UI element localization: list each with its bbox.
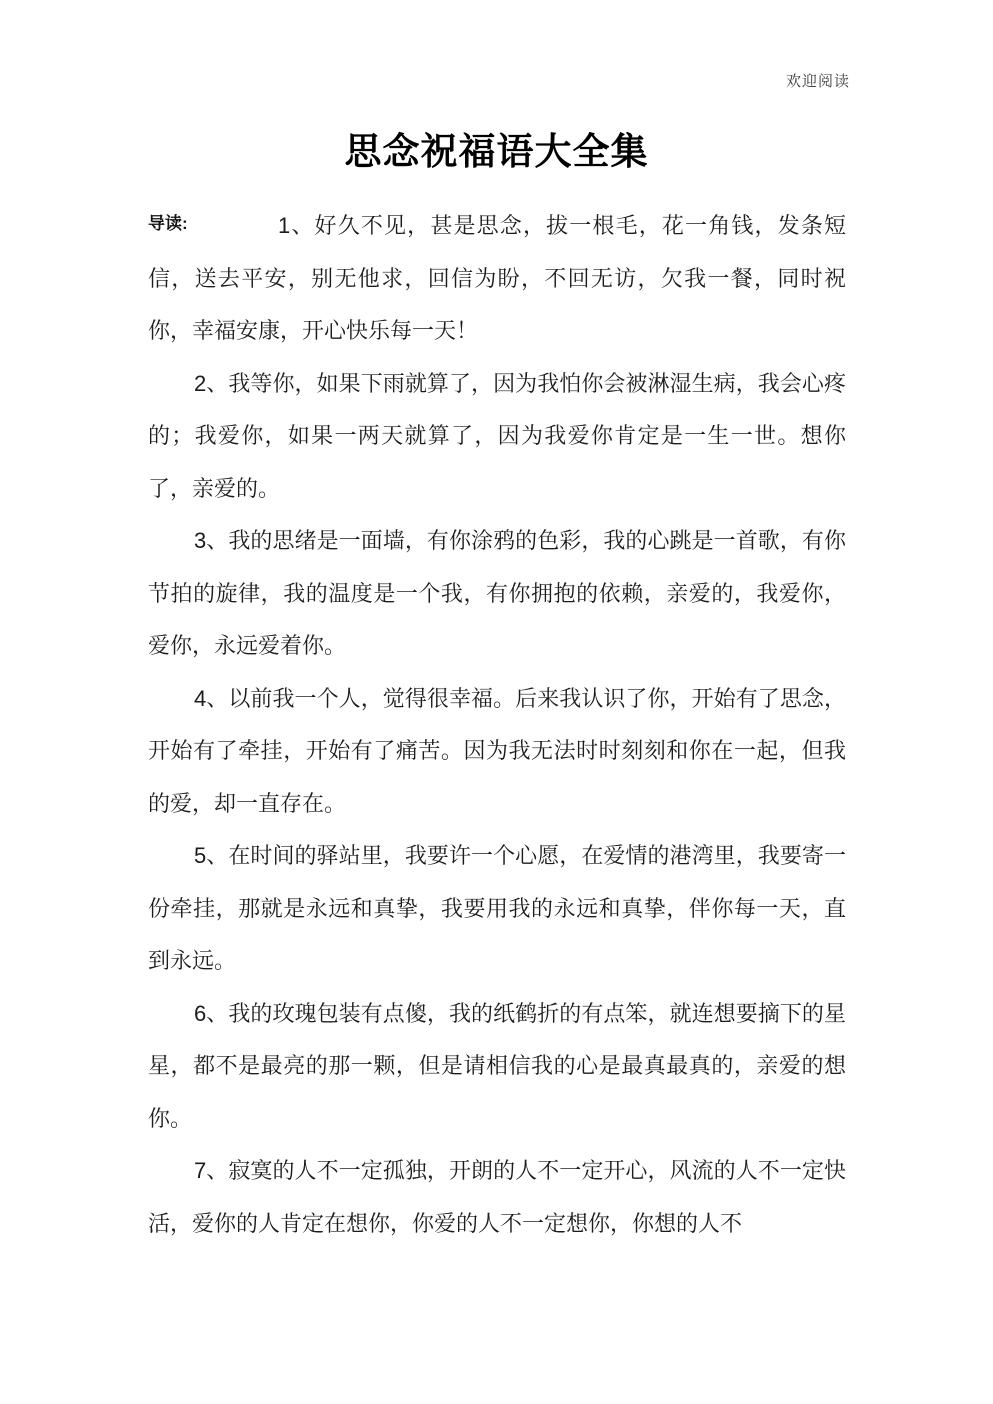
- paragraph-4-text: 以前我一个人，觉得很幸福。后来我认识了你，开始有了思念，开始有了牵挂，开始有了痛苦。因为我无法时时刻刻和你在一起，但我的爱，却一直存在。: [148, 685, 846, 816]
- paragraph-1-text: 好久不见，甚是思念，拔一根毛，花一角钱，发条短信，送去平安，别无他求，回信为盼，不回无访，欠我一餐，同时祝你，幸福安康，开心快乐每一天！: [148, 213, 846, 343]
- paragraph-3-number: 3、: [194, 528, 229, 553]
- paragraph-7-text: 寂寞的人不一定孤独，开朗的人不一定开心，风流的人不一定快活，爱你的人肯定在想你，你爱的人不一定想你，你想的人不: [148, 1158, 846, 1236]
- paragraph-4-number: 4、: [194, 685, 229, 711]
- page-header: [786, 70, 850, 94]
- paragraph-6-text: 我的玫瑰包装有点傻，我的纸鹤折的有点笨，就连想要摘下的星星，都不是最亮的那一颗，但是请相信我的心是最真最真的，亲爱的想你。: [148, 1000, 846, 1131]
- paragraph-5-text: 在时间的驿站里，我要许一个心愿，在爱情的港湾里，我要寄一份牵挂，那就是永远和真挚，我要用我的永远和真挚，伴你每一天，直到永远。: [148, 843, 846, 973]
- paragraph-4: [148, 673, 846, 831]
- paragraph-1: [148, 200, 846, 358]
- paragraph-7: [148, 1145, 846, 1250]
- page-title: 思念祝福语大全集: [344, 131, 649, 172]
- paragraph-2-text: 我等你，如果下雨就算了，因为我怕你会被淋湿生病，我会心疼的；我爱你，如果一两天就算了，因为我爱你肯定是一生一世。想你了，亲爱的。: [148, 370, 846, 501]
- paragraph-2-number: 2、: [194, 370, 229, 396]
- header-text: 欢迎阅读: [785, 73, 850, 90]
- paragraph-2: [148, 358, 846, 516]
- document-body: [148, 200, 846, 1250]
- paragraph-6-number: 6、: [194, 1000, 229, 1026]
- paragraph-7-number: 7、: [194, 1158, 229, 1183]
- paragraph-6: [148, 988, 846, 1146]
- lead-label: 导读:: [148, 214, 188, 233]
- paragraph-1-number: 1、: [278, 213, 315, 238]
- paragraph-5: [148, 830, 846, 988]
- paragraph-3: [148, 515, 846, 673]
- paragraph-5-number: 5、: [194, 843, 229, 868]
- paragraph-3-text: 我的思绪是一面墙，有你涂鸦的色彩，我的心跳是一首歌，有你节拍的旋律，我的温度是一个我，有你拥抱的依赖，亲爱的，我爱你，爱你，永远爱着你。: [148, 528, 846, 658]
